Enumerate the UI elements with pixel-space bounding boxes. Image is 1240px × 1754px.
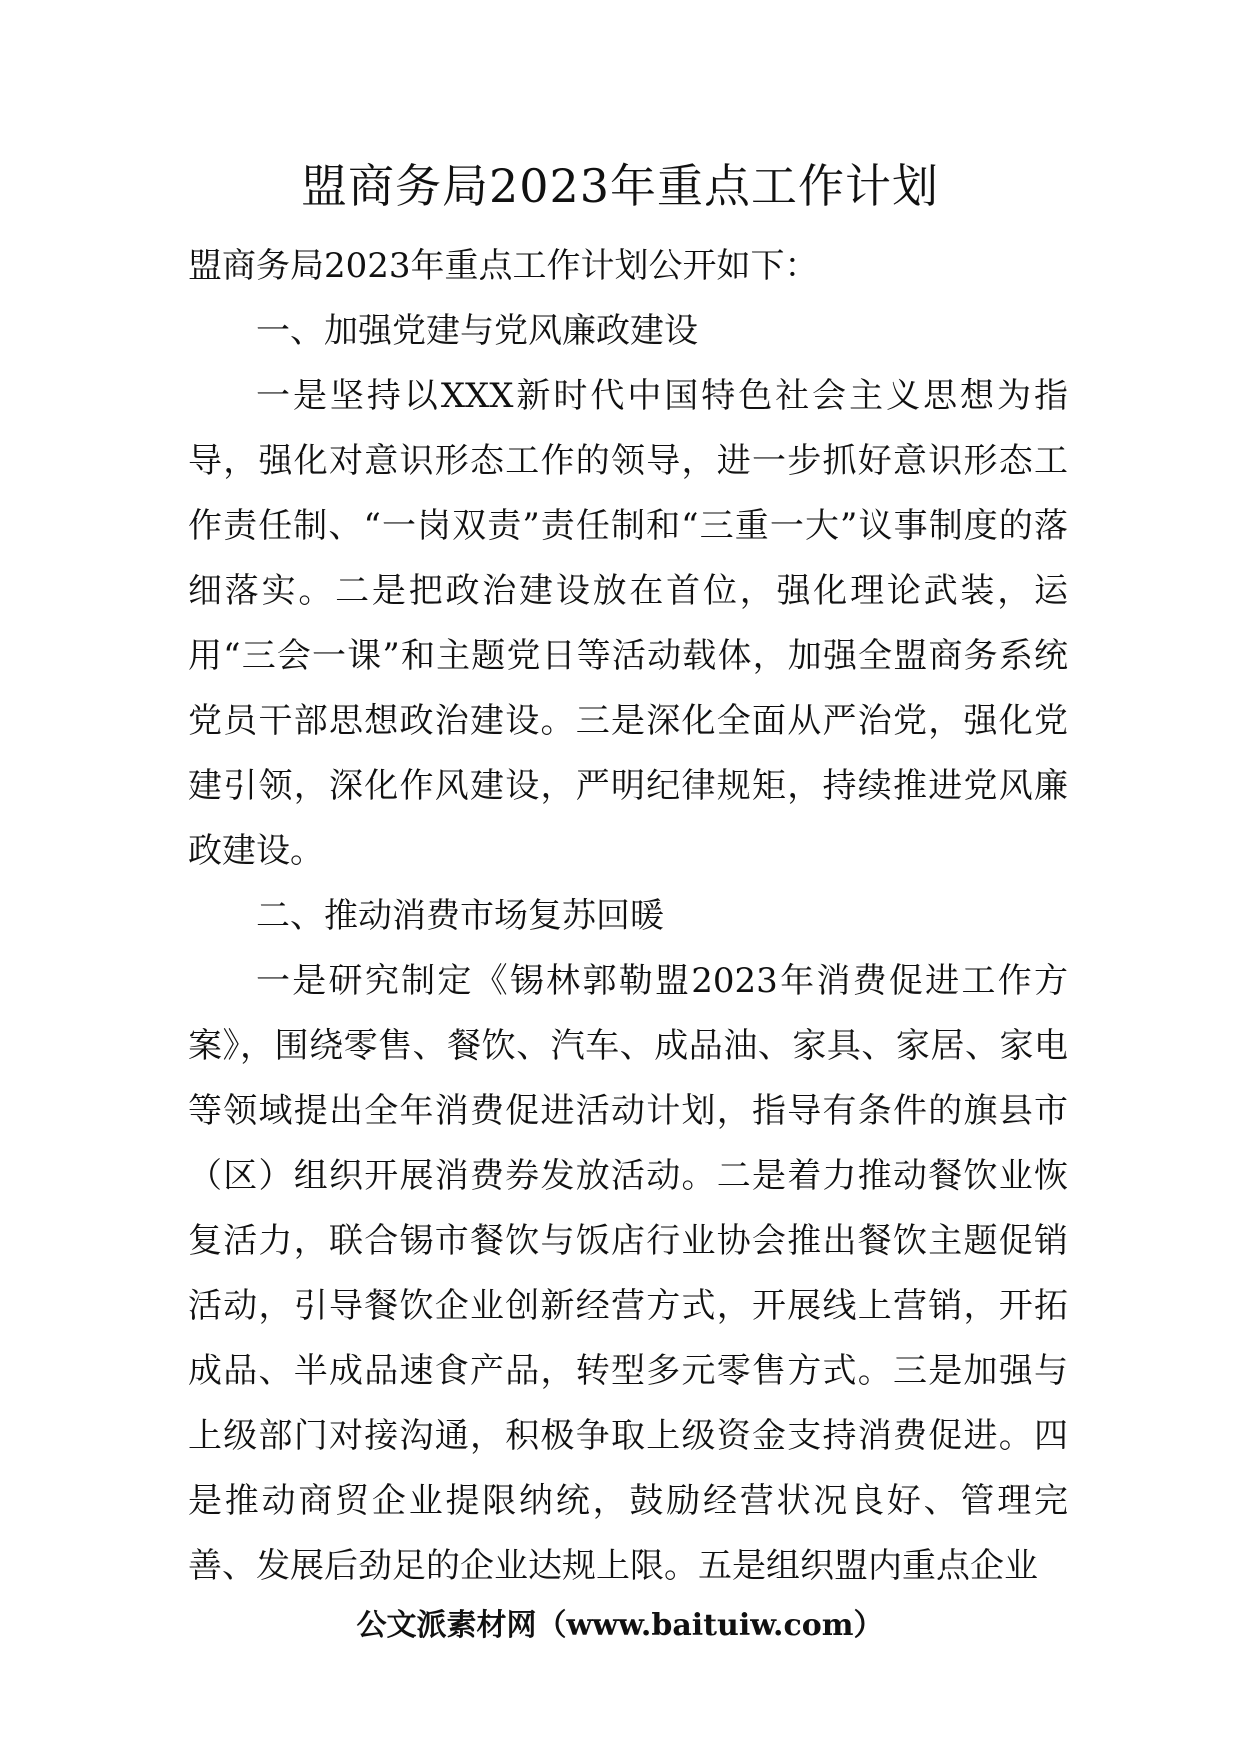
section-heading-2: 二、推动消费市场复苏回暖	[256, 896, 664, 936]
document-body	[188, 234, 1068, 1599]
section-heading-1: 一、加强党建与党风廉政建设	[256, 311, 698, 351]
document-title: 盟商务局2023年重点工作计划	[300, 159, 940, 213]
footer-watermark: 公文派素材网（www.baituiw.com）	[356, 1608, 884, 1643]
intro-line: 盟商务局2023年重点工作计划公开如下：	[188, 246, 819, 286]
section-paragraph-2: 一是研究制定《锡林郭勒盟2023年消费促进工作方案》，围绕零售、餐饮、汽车、成品油、家具、家居、家电等领域提出全年消费促进活动计划，指导有条件的旗县市（区）组织开展消费券发放活动。二是着力推动餐饮业恢复活力，联合锡市餐饮与饭店行业协会推出餐饮主题促销活动，引导餐饮企业创新经营方式，开展线上营销，开拓成品、半成品速食产品，转型多元零售方式。三是加强与上级部门对接沟通，积极争取上级资金支持消费促进。四是推动商贸企业提限纳统，鼓励经营状况良好、管理完善、发展后劲足的企业达规上限。五是组织盟内重点企业	[188, 961, 1068, 1586]
section-paragraph-1: 一是坚持以XXX新时代中国特色社会主义思想为指导，强化对意识形态工作的领导，进一步抓好意识形态工作责任制、“一岗双责”责任制和“三重一大”议事制度的落细落实。二是把政治建设放在首位，强化理论武装，运用“三会一课”和主题党日等活动载体，加强全盟商务系统党员干部思想政治建设。三是深化全面从严治党，强化党建引领，深化作风建设，严明纪律规矩，持续推进党风廉政建设。	[188, 376, 1068, 871]
